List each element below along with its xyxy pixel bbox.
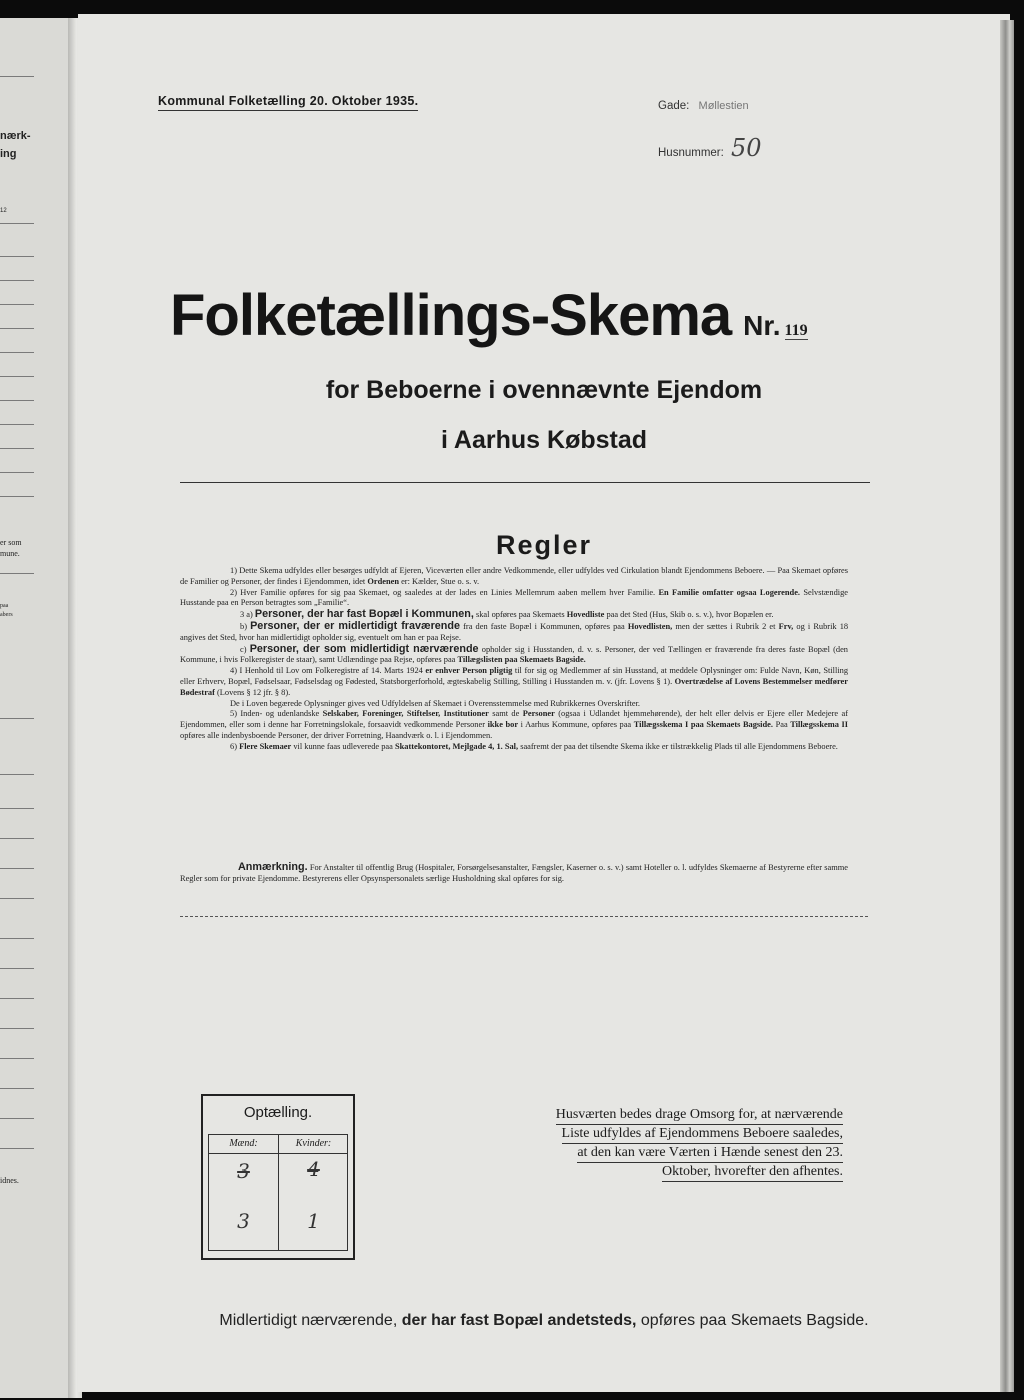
rule-line — [0, 868, 34, 869]
form-title-main: Folketællings-Skema — [170, 283, 732, 348]
rule-4: 4) I Henhold til Lov om Folkeregistre af 14. Marts 1924 er enhver Person pligtig til for sig og Medlemmer af sin Husstand, at meddele Oplysninger om: Fulde Navn, Køn, Stilling eller Erhverv, Bopæl, Fødselsaar, Fødselsdag og Fødested, Statsborgerforhold, ægteskabelig Stilling, Stilling i Husstanden m. v. (jfr. Lovens § 1). Overtrædelse af Lovens Bestemmelser medfører Bødestraf (Lovens § 12 jfr. § 8). — [180, 666, 849, 697]
rule-line — [0, 352, 34, 353]
left-page-fragment: er som — [0, 538, 22, 547]
rule-5: 5) Inden- og udenlandske Selskaber, Foreninger, Stiftelser, Institutioner samt de Personer (ogsaa i Udlandet hjemmehørende), der helt eller delvis er Ejere eller Medejere af Ejendommen, eller som i denne har Forretningslokale, forsaavidt vedkommende Personer ikke bor i Aarhus Kommune, opføres paa Tillægsskema I paa Skemaets Bagside. Paa Tillægsskema II opføres alle indenbysboende Personer, der driver Forretning, Haandværk o. l. i Ejendommen. — [180, 709, 849, 740]
men-header: Mænd: — [209, 1135, 278, 1154]
left-page-fragment: nærk- — [0, 130, 31, 142]
count-table — [208, 1134, 348, 1251]
women-count: 1 — [307, 1209, 320, 1233]
rule-line — [0, 898, 34, 899]
rule-line — [0, 718, 34, 719]
left-page-fragment: abers — [0, 612, 13, 618]
rule-line — [0, 1088, 34, 1089]
women-count-struck: 4 — [307, 1157, 320, 1181]
rule-line — [0, 774, 34, 775]
remark-text: For Anstalter til offentlig Brug (Hospitaler, Forsørgelsesanstalter, Fængsler, Kaserner o. s. v.) samt Hoteller o. l. udfyldes Skemaerne af Bestyrerne efter samme Regler som for private Ejendomme. Bestyrerens eller Opsynspersonalets særlige Husholdning skal opføres for sig. — [180, 863, 848, 883]
count-box-title: Optælling. — [243, 1104, 313, 1121]
remark-paragraph — [180, 862, 848, 885]
rule-line — [0, 838, 34, 839]
rule-line — [0, 472, 34, 473]
rule-line — [0, 1148, 34, 1149]
rule-line — [0, 256, 34, 257]
rule-line — [0, 304, 34, 305]
rule-3c: c) Personer, der som midlertidigt nærværende opholder sig i Husstanden, d. v. s. Personer, der ved Tællingen er fraværende fra deres faste Bopæl (den Kommune, i hvis Folkeregister de staar), samt Udlændinge paa Rejse, opføres paa Tillægslisten paa Skemaets Bagside. — [180, 642, 848, 665]
rule-line — [0, 808, 34, 809]
street-field — [658, 100, 749, 112]
census-header-line: Kommunal Folketælling 20. Oktober 1935. — [158, 94, 418, 111]
form-title — [170, 282, 808, 349]
rule-line — [0, 424, 34, 425]
rule-6: 6) Flere Skemaer vil kunne faas udleverede paa Skattekontoret, Mejlgade 4, 1. Sal, saafremt der paa det tilsendte Skema ikke er tilstrækkelig Plads til alle Ejendommens Beboere. — [230, 741, 838, 751]
house-number-field — [658, 134, 762, 162]
form-number-value: 119 — [784, 322, 808, 339]
rule-3b: b) Personer, der er midlertidigt fraværende fra den faste Bopæl i Kommunen, opføres paa Hovedlisten, men der sættes i Rubrik 2 et Frv, og i Rubrik 18 angives det Sted, hvor han midlertidigt opholder sig, eventuelt om han er paa Rejse. — [180, 619, 849, 642]
footer-note: Midlertidigt nærværende, der har fast Bopæl andetsteds, opføres paa Skemaets Bagside. — [219, 1312, 869, 1329]
census-form-page — [78, 14, 1010, 1392]
rule-line — [0, 496, 34, 497]
rule-4-note: De i Loven begærede Oplysninger gives ved Udfyldelsen af Skemaet i Overensstemmelse med Rubrikkernes Overskrifter. — [230, 698, 641, 708]
left-page-fragment: idnes. — [0, 1176, 19, 1185]
house-number-label: Husnummer: — [658, 147, 724, 159]
rule-line — [0, 328, 34, 329]
street-label: Gade: — [658, 100, 690, 112]
notice-line: Oktober, hvorefter den afhentes. — [662, 1163, 843, 1182]
notice-line: at den kan være Værten i Hænde senest den 23. — [577, 1144, 843, 1163]
men-count: 3 — [237, 1209, 250, 1233]
men-column — [209, 1135, 278, 1250]
rule-line — [0, 1028, 34, 1029]
previous-page-edge — [0, 18, 74, 1398]
women-header: Kvinder: — [279, 1135, 348, 1154]
rule-line — [0, 448, 34, 449]
rule-line — [0, 1058, 34, 1059]
rules-heading: Regler — [495, 530, 593, 560]
women-column — [278, 1135, 348, 1250]
rule-line — [0, 1118, 34, 1119]
rule-line — [0, 938, 34, 939]
rules-text — [180, 566, 848, 753]
street-value: Møllestien — [698, 100, 749, 112]
remark-heading: Anmærkning. — [238, 861, 308, 873]
rule-line — [0, 376, 34, 377]
form-subtitle: for Beboerne i ovennævnte Ejendom — [325, 376, 763, 404]
left-page-fragment: ing — [0, 148, 17, 160]
divider — [180, 482, 870, 483]
landlord-notice — [503, 1106, 843, 1182]
form-number-label: Nr. — [743, 310, 781, 341]
count-box — [201, 1094, 355, 1260]
rule-line — [0, 400, 34, 401]
house-number-value: 50 — [731, 134, 762, 162]
divider — [180, 916, 868, 918]
rule-line — [0, 573, 34, 574]
rule-line — [0, 76, 34, 77]
form-subtitle: i Aarhus Købstad — [440, 426, 648, 454]
left-page-fragment: mune. — [0, 549, 20, 558]
notice-line: Husværten bedes drage Omsorg for, at nærværende — [556, 1106, 843, 1125]
notice-line: Liste udfyldes af Ejendommens Beboere saaledes, — [562, 1125, 843, 1144]
left-page-fragment: paa — [0, 603, 9, 609]
rule-line — [0, 223, 34, 224]
men-count-struck: 3 — [237, 1159, 250, 1183]
rule-2: 2) Hver Familie opføres for sig paa Skemaet, og saaledes at der lades en Linies Mellemrum aaben mellem hver Familie. En Familie omfatter ogsaa Logerende. Selvstændige Husstande paa en Person betragtes som „Familie“. — [180, 587, 848, 608]
rule-line — [0, 998, 34, 999]
rule-line — [0, 968, 34, 969]
rule-3a: 3 a) Personer, der har fast Bopæl i Kommunen, skal opføres paa Skemaets Hovedliste paa det Sted (Hus, Skib o. s. v.), hvor Bopælen er. — [240, 608, 774, 621]
rule-1: 1) Dette Skema udfyldes eller besørges udfyldt af Ejeren, Viceværten eller andre Vedkommende, eller udfyldes ved Cirkulation blandt Ejendommens Beboere. — Paa Skemaet opføres de Familier og Personer, der findes i Ejendommen, idet Ordenen er: Kælder, Stue o. s. v. — [180, 566, 848, 586]
rule-line — [0, 280, 34, 281]
left-page-fragment: 12 — [0, 208, 7, 214]
page-stack-edge — [1000, 20, 1014, 1392]
